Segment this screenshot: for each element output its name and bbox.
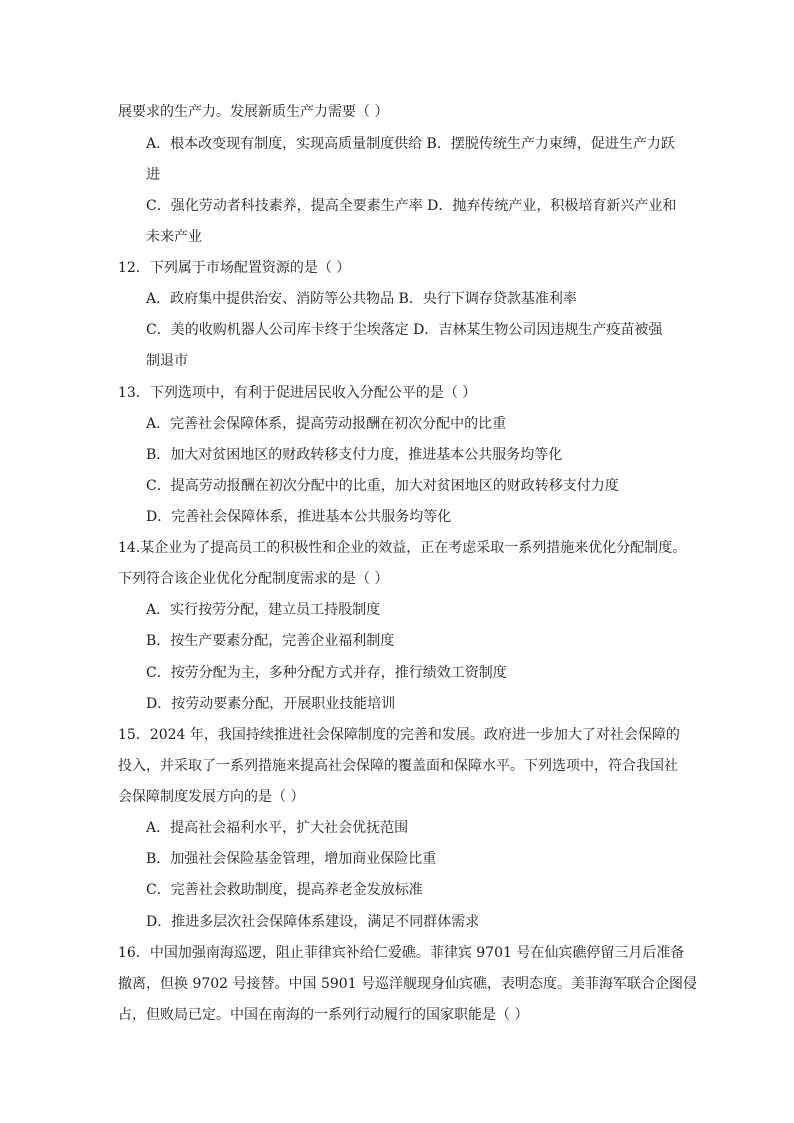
q13-option-a: A．完善社会保障体系，提高劳动报酬在初次分配中的比重 — [146, 416, 507, 432]
q11-options-cd: C．强化劳动者科技素养，提高全要素生产率 D．抛弃传统产业，积极培育新兴产业和 — [146, 198, 677, 214]
q12-options-cd: C．美的收购机器人公司库卡终于尘埃落定 D．吉林某生物公司因违规生产疫苗被强 — [146, 322, 663, 338]
q13-option-d: D．完善社会保障体系，推进基本公共服务均等化 — [146, 509, 452, 525]
q14-option-a: A．实行按劳分配，建立员工持股制度 — [146, 602, 381, 618]
q12-options-ab: A．政府集中提供治安、消防等公共物品 B．央行下调存贷款基准利率 — [146, 291, 577, 307]
q15-option-c: C．完善社会救助制度，提高养老金发放标准 — [146, 882, 423, 898]
q16-stem-wrap-1: 撤离，但换 9702 号接替。中国 5901 号巡洋舰现身仙宾礁，表明态度。美菲海军联合企图侵 — [118, 976, 698, 992]
q12-options-cd-wrap: 制退市 — [146, 353, 188, 369]
q14-option-d: D．按劳动要素分配，开展职业技能培训 — [146, 696, 396, 712]
q11-options-ab-wrap: 进 — [146, 167, 160, 183]
q11-options-ab: A．根本改变现有制度，实现高质量制度供给 B．摆脱传统生产力束缚，促进生产力跃 — [146, 136, 675, 152]
q15-stem-wrap-2: 会保障制度发展方向的是（ ） — [118, 789, 305, 805]
q14-option-b: B．按生产要素分配，完善企业福利制度 — [146, 633, 395, 649]
q14-option-c: C．按劳分配为主，多种分配方式并存，推行绩效工资制度 — [146, 665, 507, 681]
q16-stem-wrap-2: 占，但败局已定。中国在南海的一系列行动履行的国家职能是（ ） — [118, 1007, 529, 1023]
q15-stem-wrap-1: 投入，并采取了一系列措施来提高社会保障的覆盖面和保障水平。下列选项中，符合我国社 — [118, 758, 678, 774]
q15-option-b: B．加强社会保险基金管理，增加商业保险比重 — [146, 851, 437, 867]
q13-stem: 13．下列选项中，有利于促进居民收入分配公平的是（ ） — [118, 385, 477, 401]
q14-stem-wrap: 下列符合该企业优化分配制度需求的是（ ） — [118, 571, 389, 587]
q15-option-a: A．提高社会福利水平，扩大社会优抚范围 — [146, 820, 409, 836]
q12-stem: 12．下列属于市场配置资源的是（ ） — [118, 260, 351, 276]
q14-stem: 14.某企业为了提高员工的积极性和企业的效益，正在考虑采取一系列措施来优化分配制度。 — [118, 540, 687, 556]
q11-stem-continuation: 展要求的生产力。发展新质生产力需要（ ） — [118, 104, 389, 120]
q13-option-b: B．加大对贫困地区的财政转移支付力度，推进基本公共服务均等化 — [146, 447, 563, 463]
q15-stem: 15．2024 年，我国持续推进社会保障制度的完善和发展。政府进一步加大了对社会保障的 — [118, 727, 680, 743]
q11-options-cd-wrap: 未来产业 — [146, 229, 202, 245]
q16-stem: 16．中国加强南海巡逻，阻止菲律宾补给仁爱礁。菲律宾 9701 号在仙宾礁停留三月后准备 — [118, 945, 685, 961]
q13-option-c: C．提高劳动报酬在初次分配中的比重，加大对贫困地区的财政转移支付力度 — [146, 478, 619, 494]
q15-option-d: D．推进多层次社会保障体系建设，满足不同群体需求 — [146, 914, 480, 930]
